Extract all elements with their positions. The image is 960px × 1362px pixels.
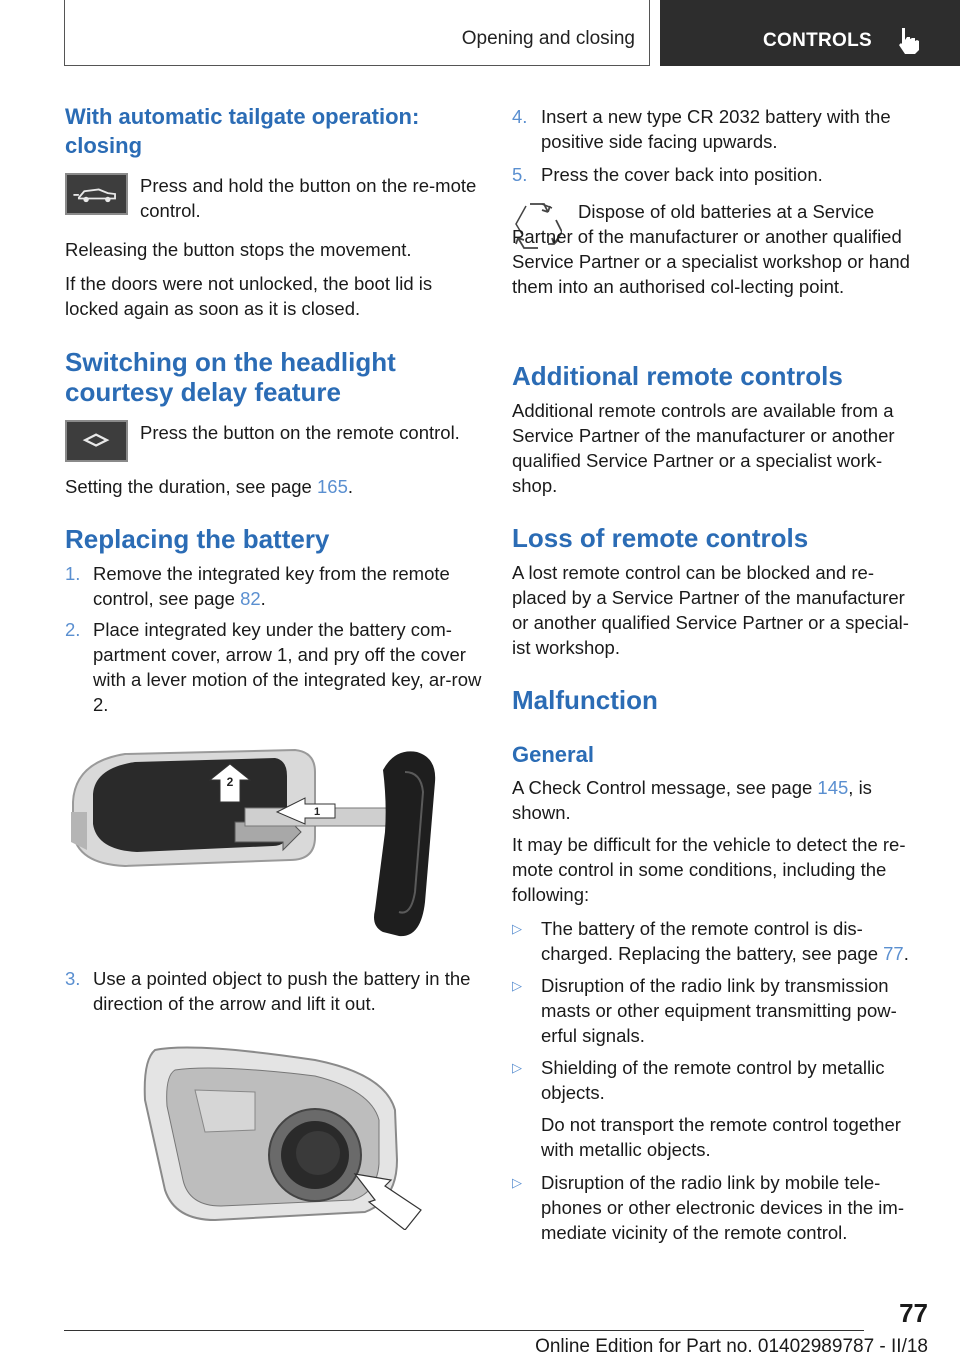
- step-text: Use a pointed object to push the battery in the direction of the arrow and lift it out.: [93, 968, 471, 1014]
- bullet-triangle-icon: ▷: [512, 1175, 522, 1190]
- step-number: 1.: [65, 563, 81, 584]
- loss-text: A lost remote control can be blocked and re-placed by a Service Partner of the manufacturer or another qualified Service Partner or a special-ist workshop.: [512, 562, 909, 658]
- bullet-text: Shielding of the remote control by metallic objects.: [541, 1057, 885, 1103]
- step-number: 5.: [512, 164, 528, 185]
- tailgate-instruction: Press and hold the button on the re-mote control.: [140, 175, 477, 221]
- step-text: Insert a new type CR 2032 battery with the positive side facing upwards.: [541, 106, 891, 152]
- remote-key-figure-2: [135, 1040, 435, 1230]
- svg-text:1: 1: [313, 806, 321, 818]
- heading-general: General: [512, 742, 594, 767]
- remote-key-figure-1: [65, 742, 455, 942]
- heading-headlight-delay: Switching on the headlight courtesy delay feature: [65, 347, 396, 407]
- footer-divider: [64, 1330, 864, 1331]
- page-link-145[interactable]: 145: [817, 777, 849, 798]
- footer-edition: Online Edition for Part no. 01402989787 - II/18: [535, 1336, 928, 1357]
- header-chapter-tab: [660, 0, 960, 66]
- duration-text: Setting the duration, see page 165.: [65, 476, 354, 497]
- page-number: 77: [899, 1298, 928, 1328]
- bullet-triangle-icon: ▷: [512, 978, 522, 993]
- svg-text:2: 2: [226, 775, 234, 789]
- heading-tailgate-closing: With automatic tailgate operation: closing: [65, 104, 420, 158]
- heading-loss-remote: Loss of remote controls: [512, 523, 809, 553]
- bullet-triangle-icon: ▷: [512, 1060, 522, 1075]
- step-number: 4.: [512, 106, 528, 127]
- bullet-text: Disruption of the radio link by transmission masts or other equipment transmitting pow-erful signals.: [541, 975, 897, 1046]
- heading-malfunction: Malfunction: [512, 685, 658, 715]
- step-text: Remove the integrated key from the remote control, see page 82.: [93, 563, 450, 609]
- page-link-165[interactable]: 165: [317, 476, 348, 497]
- tailgate-para-2: If the doors were not unlocked, the boot lid is locked again as soon as it is closed.: [65, 273, 433, 319]
- page-link-82[interactable]: 82: [240, 588, 261, 609]
- bullet-text: The battery of the remote control is dis-charged. Replacing the battery, see page 77.: [541, 918, 909, 964]
- chapter-title: CONTROLS: [763, 30, 873, 51]
- step-text: Press the cover back into position.: [541, 164, 823, 185]
- additional-text: Additional remote controls are available from a Service Partner of the manufacturer or another qualified Service Partner or a specialist work-shop.: [512, 400, 895, 496]
- general-text: A Check Control message, see page 145, is shown.: [512, 777, 872, 823]
- hand-pointer-icon: [896, 26, 920, 54]
- difficulty-text: It may be difficult for the vehicle to detect the re-mote control in some conditions, including the following:: [512, 834, 906, 905]
- bullet-triangle-icon: ▷: [512, 921, 522, 936]
- tailgate-para-1: Releasing the button stops the movement.: [65, 239, 412, 260]
- step-text: Place integrated key under the battery com-partment cover, arrow 1, and pry off the cover with a lever motion of the integrated key, ar-row 2.: [93, 619, 482, 715]
- step-number: 2.: [65, 619, 81, 640]
- headlight-instruction: Press the button on the remote control.: [140, 422, 460, 443]
- header-section-tab: [64, 0, 650, 66]
- step-number: 3.: [65, 968, 81, 989]
- tailgate-button-icon: [65, 173, 128, 215]
- heading-additional-remote: Additional remote controls: [512, 361, 843, 391]
- bullet-extra-text: Do not transport the remote control together with metallic objects.: [541, 1114, 901, 1160]
- page-link-77[interactable]: 77: [883, 943, 904, 964]
- section-title: Opening and closing: [461, 28, 635, 49]
- bullet-text: Disruption of the radio link by mobile tele-phones or other electronic devices in the im-mediate vicinity of the remote control.: [541, 1172, 904, 1243]
- headlight-button-icon: [65, 420, 128, 462]
- heading-replacing-battery: Replacing the battery: [65, 524, 330, 554]
- dispose-note: Dispose of old batteries at a Service Partner of the manufacturer or another qualified Service Partner or a specialist workshop or hand them into an authorised col-lecting point.: [512, 201, 910, 297]
